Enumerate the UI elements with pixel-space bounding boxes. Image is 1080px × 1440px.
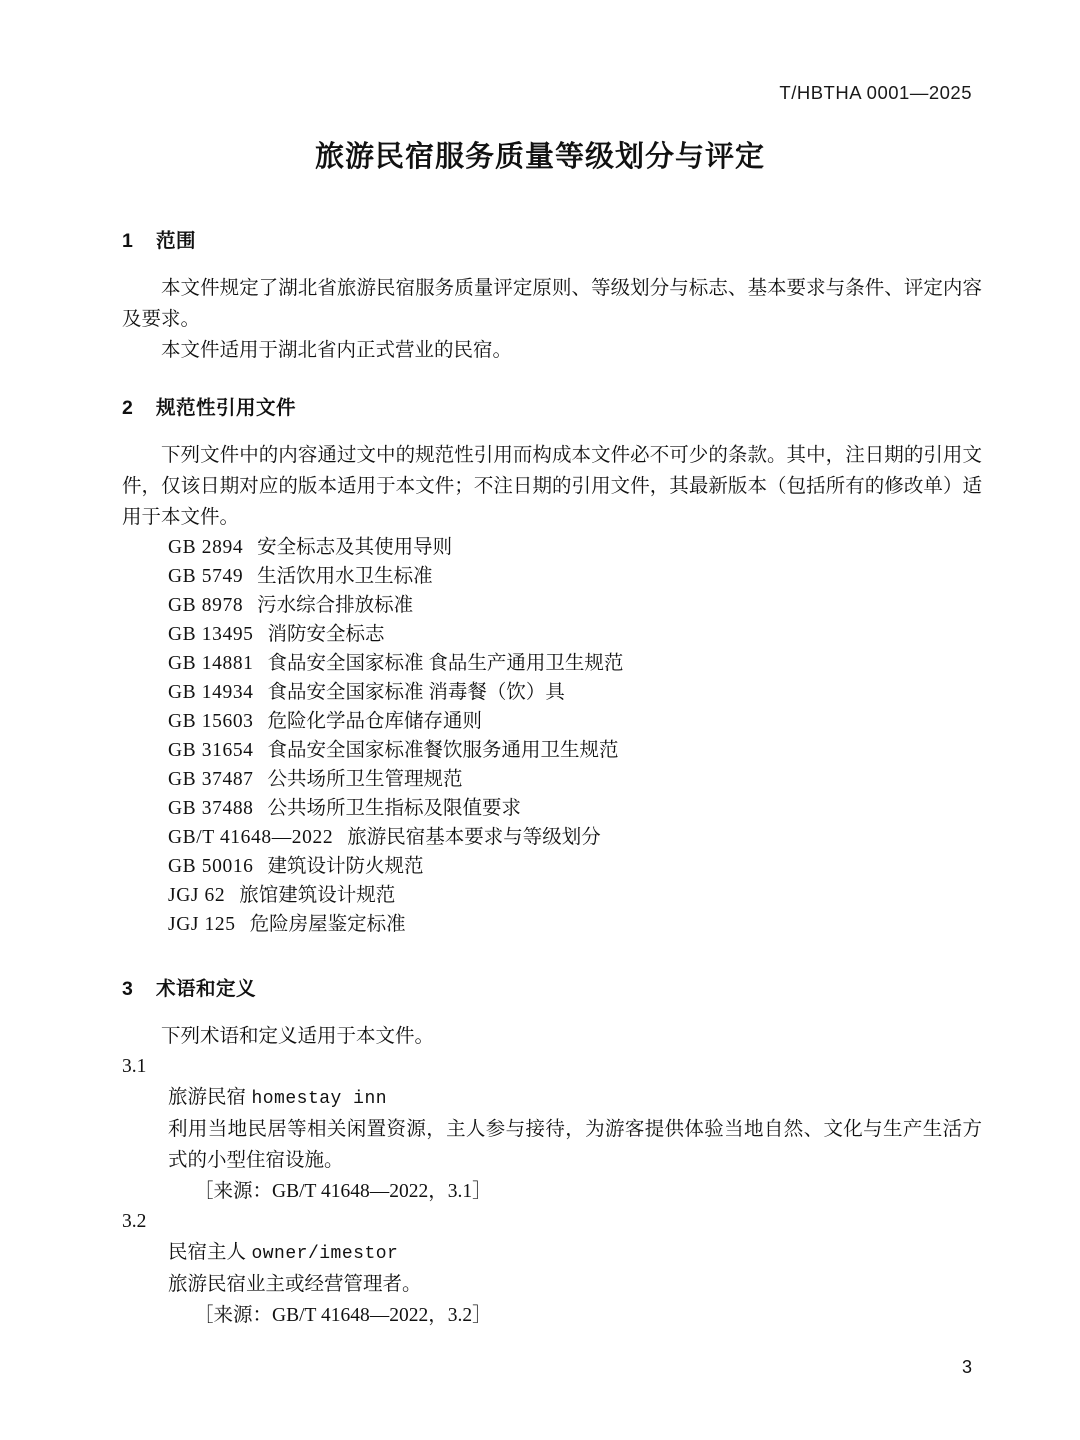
reference-code: JGJ 62 bbox=[168, 885, 226, 906]
list-item bbox=[122, 910, 982, 939]
term-index-3-1: 3.1 bbox=[122, 1056, 147, 1077]
section-1-paragraph-2: 本文件适用于湖北省内正式营业的民宿。 bbox=[161, 340, 513, 361]
list-item bbox=[122, 533, 982, 562]
list-item bbox=[122, 736, 982, 765]
term-name-en: owner/imestor bbox=[251, 1244, 399, 1264]
term-name-3-2 bbox=[122, 1237, 982, 1269]
reference-name: 安全标志及其使用导则 bbox=[257, 537, 453, 558]
reference-code: GB 37488 bbox=[168, 798, 254, 819]
term-definition-3-2: 旅游民宿业主或经营管理者。 bbox=[168, 1274, 422, 1295]
list-item bbox=[122, 649, 982, 678]
reference-name: 危险房屋鉴定标准 bbox=[249, 914, 406, 935]
term-source-3-2: ［来源：GB/T 41648—2022，3.2］ bbox=[194, 1305, 492, 1326]
reference-code: GB 14934 bbox=[168, 682, 254, 703]
reference-name: 食品安全国家标准 消毒餐（饮）具 bbox=[267, 682, 565, 703]
list-item bbox=[122, 591, 982, 620]
list-item bbox=[122, 678, 982, 707]
reference-code: GB 13495 bbox=[168, 624, 254, 645]
section-heading-1 bbox=[122, 225, 982, 253]
reference-name: 食品安全国家标准餐饮服务通用卫生规范 bbox=[267, 740, 619, 761]
reference-name: 危险化学品仓库储存通则 bbox=[267, 711, 483, 732]
document-body bbox=[122, 225, 982, 1331]
term-source-3-1: ［来源：GB/T 41648—2022，3.1］ bbox=[194, 1181, 492, 1202]
page-header-standard-code: T/HBTHA 0001—2025 bbox=[779, 82, 972, 103]
reference-code: GB 14881 bbox=[168, 653, 254, 674]
section-heading-2 bbox=[122, 392, 982, 420]
normative-references-list bbox=[122, 533, 982, 939]
section-2-paragraph-1: 下列文件中的内容通过文中的规范性引用而构成本文件必不可少的条款。其中，注日期的引用文件，仅该日期对应的版本适用于本文件；不注日期的引用文件，其最新版本（包括所有的修改单）适用于本文件。 bbox=[122, 445, 982, 528]
reference-code: JGJ 125 bbox=[168, 914, 236, 935]
section-number-3: 3 bbox=[122, 978, 134, 1000]
section-number-2: 2 bbox=[122, 397, 134, 419]
section-number-1: 1 bbox=[122, 230, 134, 252]
list-item bbox=[122, 852, 982, 881]
term-name-3-1 bbox=[122, 1082, 982, 1114]
reference-code: GB 5749 bbox=[168, 566, 244, 587]
reference-name: 消防安全标志 bbox=[267, 624, 385, 645]
reference-name: 食品安全国家标准 食品生产通用卫生规范 bbox=[267, 653, 624, 674]
term-name-cn: 民宿主人 bbox=[168, 1241, 247, 1263]
term-definition-3-1: 利用当地民居等相关闲置资源，主人参与接待，为游客提供体验当地自然、文化与生产生活方式的小型住宿设施。 bbox=[168, 1119, 982, 1171]
section-heading-3 bbox=[122, 973, 982, 1001]
reference-name: 生活饮用水卫生标准 bbox=[257, 566, 433, 587]
section-3-paragraph-1: 下列术语和定义适用于本文件。 bbox=[161, 1026, 435, 1047]
reference-name: 建筑设计防火规范 bbox=[267, 856, 424, 877]
section-title-3: 术语和定义 bbox=[156, 978, 257, 1000]
reference-name: 旅游民宿基本要求与等级划分 bbox=[347, 827, 601, 848]
reference-name: 公共场所卫生管理规范 bbox=[267, 769, 463, 790]
page-number: 3 bbox=[961, 1357, 972, 1377]
list-item bbox=[122, 765, 982, 794]
reference-code: GB 2894 bbox=[168, 537, 244, 558]
reference-code: GB 8978 bbox=[168, 595, 244, 616]
term-name-en: homestay inn bbox=[251, 1089, 388, 1109]
reference-code: GB 50016 bbox=[168, 856, 254, 877]
reference-code: GB 31654 bbox=[168, 740, 254, 761]
reference-name: 污水综合排放标准 bbox=[257, 595, 414, 616]
list-item bbox=[122, 562, 982, 591]
section-title-1: 范围 bbox=[156, 230, 197, 252]
section-1-paragraph-1: 本文件规定了湖北省旅游民宿服务质量评定原则、等级划分与标志、基本要求与条件、评定内容及要求。 bbox=[122, 278, 982, 330]
list-item bbox=[122, 707, 982, 736]
reference-name: 旅馆建筑设计规范 bbox=[239, 885, 396, 906]
list-item bbox=[122, 823, 982, 852]
reference-code: GB 15603 bbox=[168, 711, 254, 732]
list-item bbox=[122, 794, 982, 823]
term-index-3-2: 3.2 bbox=[122, 1211, 147, 1232]
reference-code: GB 37487 bbox=[168, 769, 254, 790]
section-title-2: 规范性引用文件 bbox=[156, 397, 297, 419]
list-item bbox=[122, 620, 982, 649]
document-title: 旅游民宿服务质量等级划分与评定 bbox=[314, 141, 765, 173]
reference-code: GB/T 41648—2022 bbox=[168, 827, 334, 848]
list-item bbox=[122, 881, 982, 910]
reference-name: 公共场所卫生指标及限值要求 bbox=[267, 798, 522, 819]
term-name-cn: 旅游民宿 bbox=[168, 1086, 247, 1108]
